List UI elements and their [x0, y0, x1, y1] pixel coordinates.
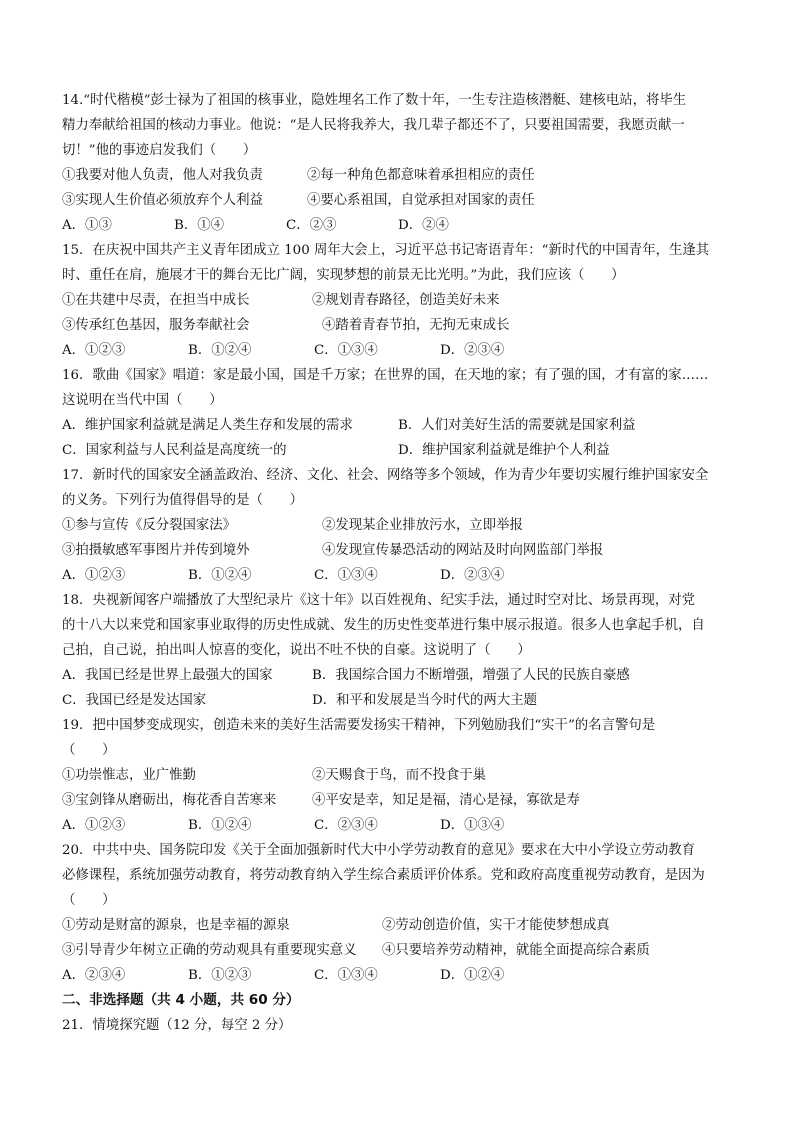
- statement-4: ④发现宣传暴恐活动的网站及时向网监部门举报: [322, 543, 604, 558]
- option-row: [62, 513, 734, 538]
- exam-content: [62, 88, 734, 1038]
- statement-3: ③拍摄敏感军事图片并传到境外: [62, 543, 250, 558]
- choice-a: A．我国已经是世界上最强大的国家: [62, 668, 273, 683]
- choice-row: [62, 813, 734, 838]
- choice-a: A．①②③: [62, 568, 126, 583]
- question-20: [62, 838, 734, 988]
- statement-4: ④要心系祖国，自觉承担对国家的责任: [307, 193, 535, 208]
- choice-row: [62, 663, 734, 688]
- choice-b: B．人们对美好生活的需要就是国家利益: [398, 418, 636, 433]
- choice-b: B．①②④: [188, 818, 252, 833]
- question-stem: 20．中共中央、国务院印发《关于全面加强新时代大中小学劳动教育的意见》要求在大中小学设立劳动教育: [62, 843, 696, 858]
- question-stem: 18．央视新闻客户端播放了大型纪录片《这十年》以百姓视角、纪实手法，通过时空对比、场景再现，对党: [62, 593, 696, 608]
- choice-row: [62, 563, 734, 588]
- question-stem: （ ）: [62, 893, 116, 908]
- question-stem: 必修课程，系统加强劳动教育，将劳动教育纳入学生综合素质评价体系。党和政府高度重视劳动教育，是因为: [62, 868, 705, 883]
- option-row: [62, 163, 734, 188]
- question-stem: 这说明在当代中国（ ）: [62, 393, 223, 408]
- choice-c: C．②③: [286, 218, 337, 233]
- choice-d: D．维护国家利益就是维护个人利益: [398, 443, 610, 458]
- choice-c: C．①③④: [314, 343, 378, 358]
- choice-a: A．维护国家利益就是满足人类生存和发展的需求: [62, 418, 353, 433]
- question-19: [62, 713, 734, 838]
- question-stem: 的十八大以来党和国家事业取得的历史性成就、发生的历史性变革进行集中展示报道。很多人也拿起手机，自: [62, 618, 705, 633]
- statement-3: ③宝剑锋从磨砺出，梅花香自苦寒来: [62, 793, 277, 808]
- option-row: [62, 763, 734, 788]
- statement-1: ①我要对他人负责，他人对我负责: [62, 168, 263, 183]
- statement-1: ①参与宣传《反分裂国家法》: [62, 518, 237, 533]
- choice-d: D．②④: [398, 218, 449, 233]
- question-15: [62, 238, 734, 363]
- choice-c: C．①③④: [314, 568, 378, 583]
- question-stem: 时、重任在肩，施展才干的舞台无比广阔，实现梦想的前景无比光明。”为此，我们应该（ ）: [62, 268, 625, 283]
- choice-c: C．我国已经是发达国家: [62, 693, 207, 708]
- option-row: [62, 938, 734, 963]
- statement-1: ①在共建中尽责，在担当中成长: [62, 293, 250, 308]
- statement-4: ④只要培养劳动精神，就能全面提高综合素质: [382, 943, 650, 958]
- choice-a: A．①②③: [62, 818, 126, 833]
- statement-2: ②规划青春路径，创造美好未来: [312, 293, 500, 308]
- question-14: [62, 88, 734, 238]
- question-21-title: 21．情境探究题（12 分，每空 2 分）: [62, 1018, 292, 1033]
- choice-a: A．②③④: [62, 968, 126, 983]
- question-stem: 精力奉献给祖国的核动力事业。他说：“是人民将我养大，我几辈子都还不了，只要祖国需要，我愿贡献一: [62, 118, 685, 133]
- choice-b: B．①④: [174, 218, 225, 233]
- question-stem: （ ）: [62, 743, 116, 758]
- option-row: [62, 538, 734, 563]
- question-stem: 的义务。下列行为值得倡导的是（ ）: [62, 493, 304, 508]
- question-stem: 15．在庆祝中国共产主义青年团成立 100 周年大会上，习近平总书记寄语青年：“新时代的中国青年，生逢其: [62, 243, 710, 258]
- question-stem: 己拍，自己说，拍出叫人惊喜的变化，说出不吐不快的自豪。这说明了（ ）: [62, 643, 531, 658]
- statement-2: ②每一种角色都意味着承担相应的责任: [307, 168, 535, 183]
- choice-d: D．②③④: [440, 343, 505, 358]
- choice-row: [62, 413, 734, 438]
- choice-row: [62, 438, 734, 463]
- question-stem: 17．新时代的国家安全涵盖政治、经济、文化、社会、网络等多个领域，作为青少年要切实履行维护国家安全: [62, 468, 709, 483]
- choice-d: D．①②④: [440, 968, 505, 983]
- choice-d: D．①③④: [440, 818, 505, 833]
- choice-a: A．①③: [62, 218, 112, 233]
- choice-c: C．②③④: [314, 818, 378, 833]
- option-row: [62, 188, 734, 213]
- choice-d: D．②③④: [440, 568, 505, 583]
- statement-1: ①功崇惟志，业广惟勤: [62, 768, 196, 783]
- choice-row: [62, 688, 734, 713]
- choice-b: B．①②③: [188, 968, 252, 983]
- option-row: [62, 788, 734, 813]
- choice-d: D．和平和发展是当今时代的两大主题: [312, 693, 537, 708]
- choice-a: A．①②③: [62, 343, 126, 358]
- statement-3: ③引导青少年树立正确的劳动观具有重要现实意义: [62, 943, 357, 958]
- statement-3: ③传承红色基因，服务奉献社会: [62, 318, 250, 333]
- question-17: [62, 463, 734, 588]
- question-18: [62, 588, 734, 713]
- question-stem: 切！”他的事迹启发我们（ ）: [62, 143, 257, 158]
- statement-2: ②天赐食于鸟，而不投食于巢: [312, 768, 487, 783]
- choice-c: C．国家利益与人民利益是高度统一的: [62, 443, 287, 458]
- question-stem: 16．歌曲《国家》唱道：家是最小国，国是千万家；在世界的国，在天地的家；有了强的国，才有富的家……: [62, 368, 709, 383]
- statement-1: ①劳动是财富的源泉，也是幸福的源泉: [62, 918, 290, 933]
- statement-3: ③实现人生价值必须放弃个人利益: [62, 193, 263, 208]
- choice-row: [62, 338, 734, 363]
- statement-4: ④踏着青春节拍，无拘无束成长: [322, 318, 510, 333]
- statement-2: ②劳动创造价值，实干才能使梦想成真: [382, 918, 610, 933]
- statement-4: ④平安是幸，知足是福，清心是禄，寡欲是寿: [312, 793, 580, 808]
- choice-c: C．①③④: [314, 968, 378, 983]
- choice-row: [62, 213, 734, 238]
- choice-b: B．①②④: [188, 568, 252, 583]
- choice-row: [62, 963, 734, 988]
- statement-2: ②发现某企业排放污水，立即举报: [322, 518, 523, 533]
- section-two: [62, 988, 734, 1038]
- question-stem: 19．把中国梦变成现实，创造未来的美好生活需要发扬实干精神，下列勉励我们“实干”的名言警句是: [62, 718, 656, 733]
- question-stem: 14.“时代楷模”彭士禄为了祖国的核事业，隐姓埋名工作了数十年，一生专注造核潜艇、建核电站，将毕生: [62, 93, 687, 108]
- choice-b: B．①②④: [188, 343, 252, 358]
- option-row: [62, 288, 734, 313]
- section-heading: 二、非选择题（共 4 小题，共 60 分）: [62, 992, 300, 1008]
- choice-b: B．我国综合国力不断增强，增强了人民的民族自豪感: [312, 668, 630, 683]
- question-16: [62, 363, 734, 463]
- option-row: [62, 913, 734, 938]
- option-row: [62, 313, 734, 338]
